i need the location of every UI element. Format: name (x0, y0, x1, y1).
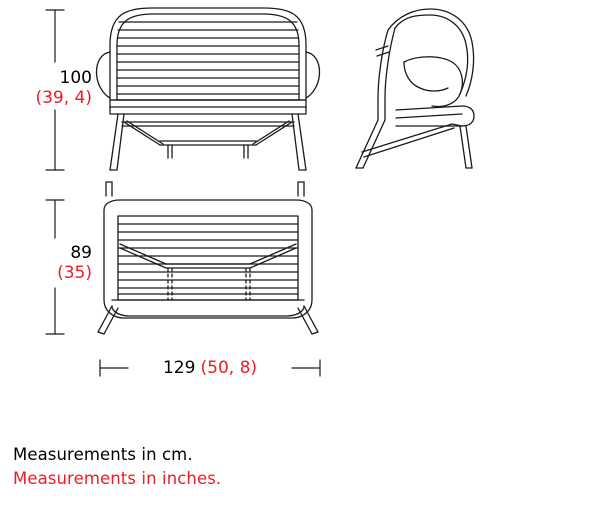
width-dimension-label (130, 358, 290, 378)
width-value-cm: 129 (162, 358, 196, 378)
depth-value-cm: 89 (70, 243, 92, 263)
depth-dimension-label (0, 243, 92, 283)
measurement-legend (13, 443, 221, 491)
height-value-cm: 100 (59, 68, 92, 88)
legend-cm-note: Measurements in cm. (13, 445, 193, 464)
top-view-group (98, 182, 318, 334)
dimension-lines (46, 10, 320, 376)
height-value-inches: (39, 4) (35, 88, 92, 109)
side-view-group (356, 9, 474, 168)
width-value-inches: (50, 8) (200, 358, 258, 378)
legend-inches-note: Measurements in inches. (13, 468, 222, 488)
front-view-group (97, 8, 320, 170)
height-dimension-label (0, 68, 92, 108)
depth-value-inches: (35) (57, 263, 92, 284)
